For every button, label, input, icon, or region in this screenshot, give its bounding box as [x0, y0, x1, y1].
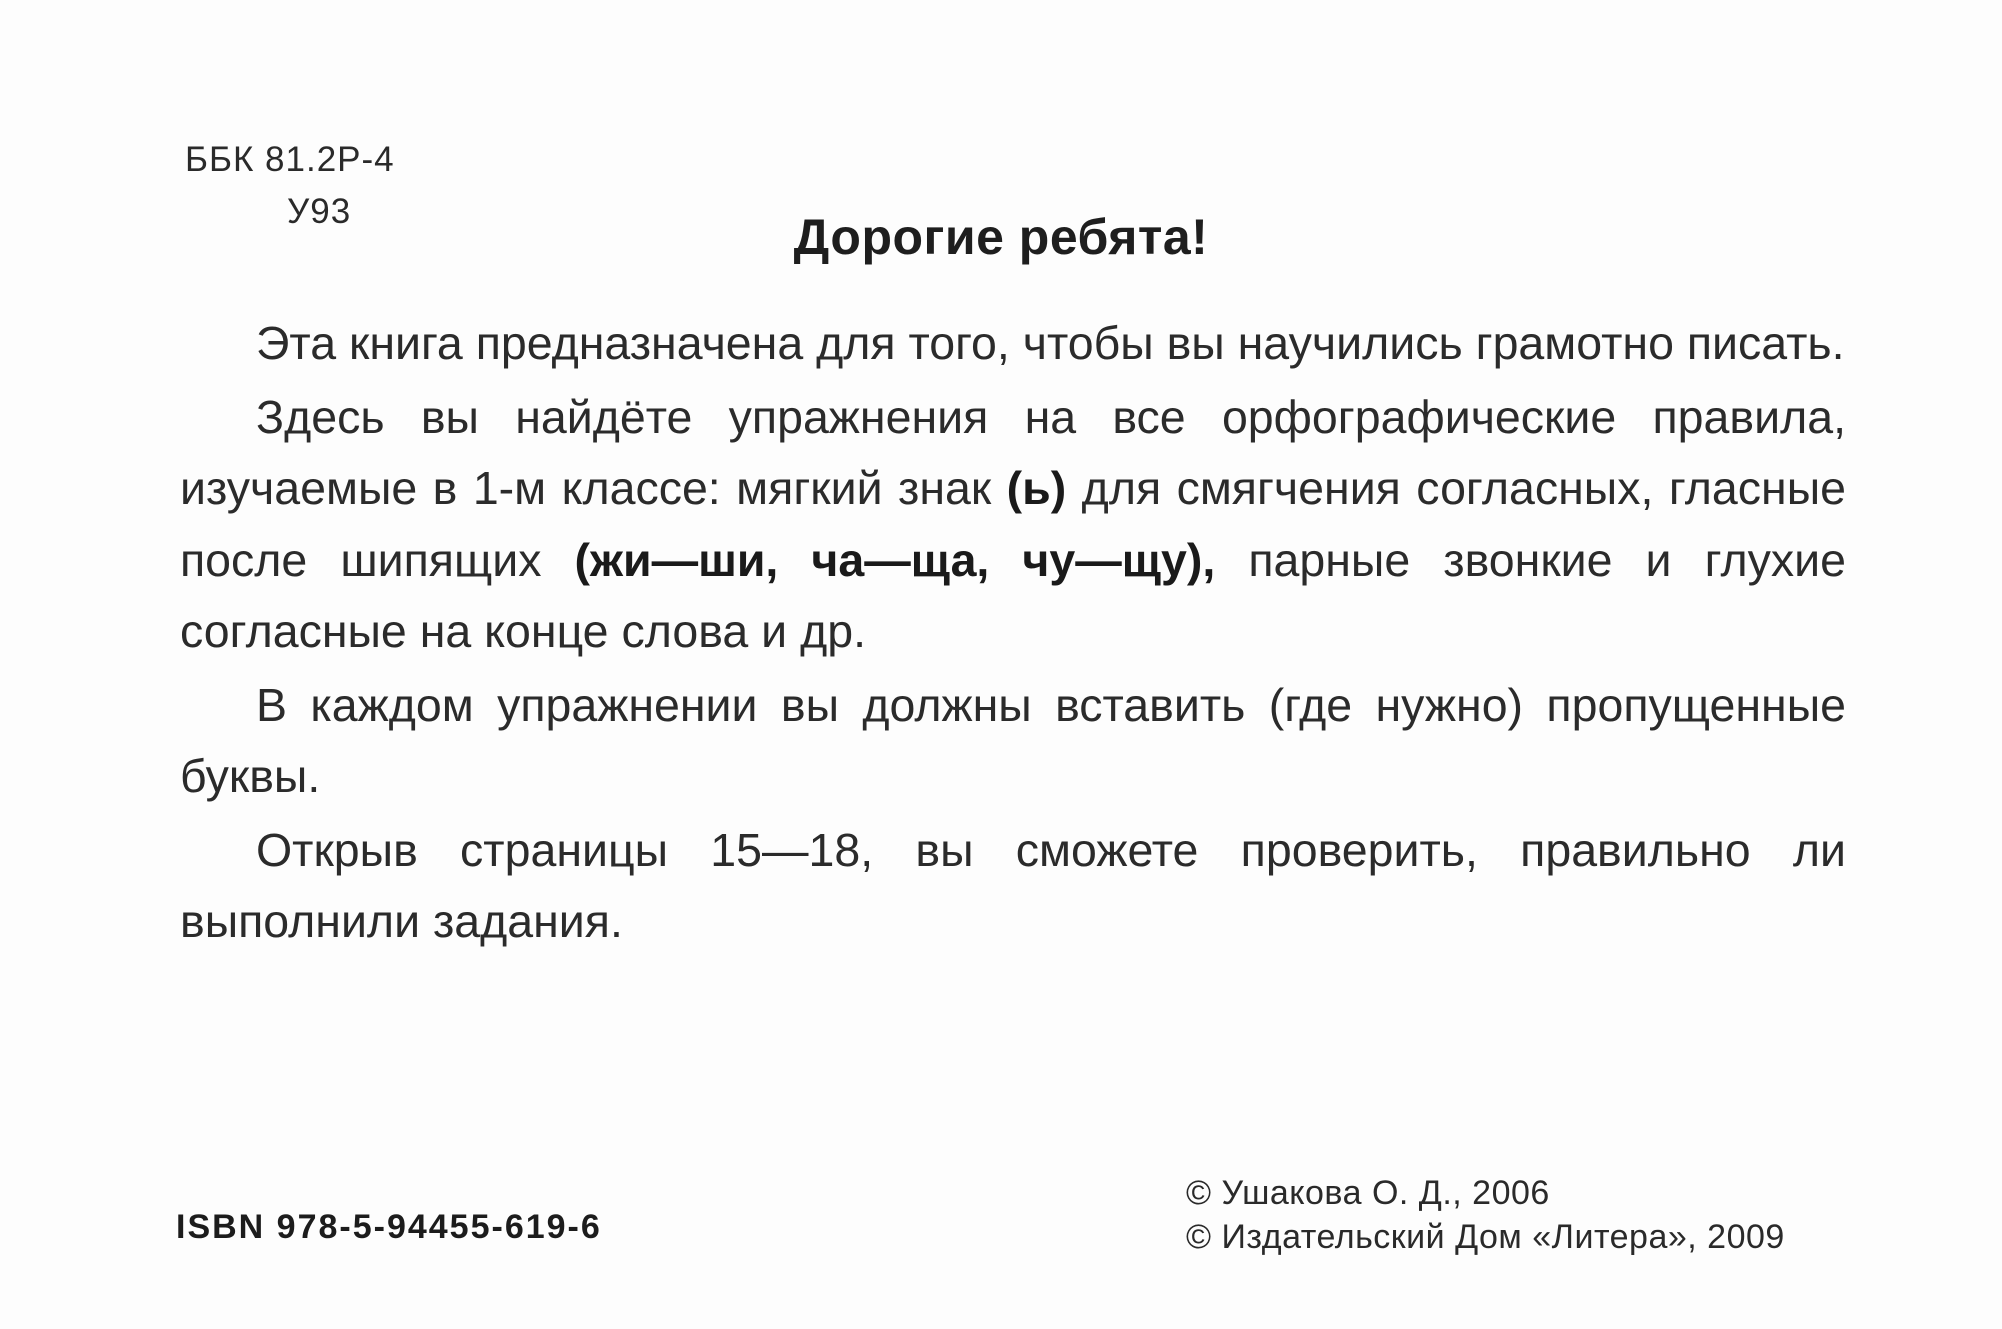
- paragraph-3: В каждом упражнении вы должны вставить (где нужно) пропущенные буквы.: [180, 678, 1846, 802]
- copyright-author: © Ушакова О. Д., 2006: [1186, 1174, 1550, 1212]
- bbk-line-2: У93: [287, 192, 352, 231]
- bbk-line-1: ББК 81.2Р-4: [185, 140, 395, 179]
- paragraph-2-bold-2: (жи—ши, ча—ща, чу—щу),: [574, 533, 1216, 586]
- paragraph-2: [180, 382, 1846, 668]
- paragraph-2-bold-1: (ь): [1006, 462, 1067, 514]
- copyright-block: [1186, 1171, 1785, 1259]
- page-title: Дорогие ребята!: [793, 209, 1209, 265]
- isbn: ISBN 978-5-94455-619-6: [176, 1208, 602, 1246]
- paragraph-2-part-1: Здесь вы найдёте упражнения на все орфографические правила, изучаемые в 1-м классе: мягкий знак: [180, 390, 1846, 514]
- paragraph-2-part-2: для смягчения согласных, гласные после шипящих: [180, 462, 1846, 586]
- paragraph-1: Эта книга предназначена для того, чтобы вы научились грамотно писать.: [256, 317, 1845, 369]
- copyright-publisher: © Издательский Дом «Литера», 2009: [1186, 1218, 1785, 1256]
- paragraph-4: Открыв страницы 15—18, вы сможете проверить, правильно ли выполнили задания.: [180, 823, 1846, 947]
- paragraph-2-part-3: парные звонкие и глухие согласные на конце слова и др.: [180, 533, 1847, 657]
- body-text: [180, 308, 1846, 960]
